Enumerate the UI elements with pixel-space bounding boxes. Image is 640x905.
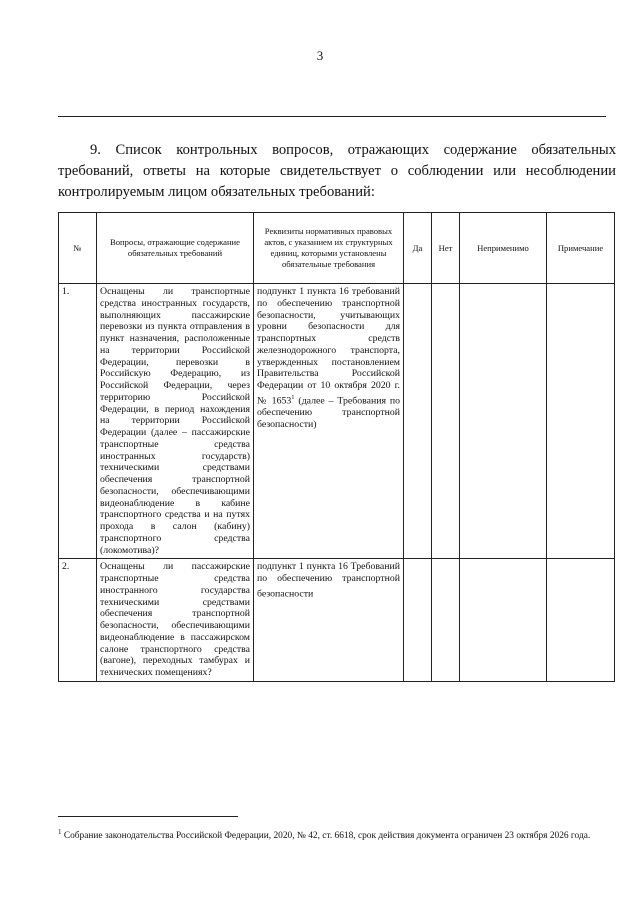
header-not-applicable: Неприменимо	[460, 213, 547, 284]
row-not-applicable-cell	[460, 284, 547, 559]
header-requisites: Реквизиты нормативных правовых актов, с указанием их структурных единиц, которыми установлены обязательные требования	[254, 213, 404, 284]
row-note-cell	[547, 284, 615, 559]
table-row	[59, 284, 615, 559]
checklist-table	[58, 212, 615, 682]
row-question: Оснащены ли транспортные средства иностранных государств, выполняющих пассажирские перевозки из пункта отправления в пункт назначения, расположенные на территории Российской Федерации, перевозки в Российскую Федерацию, из Российской Федерации, через территорию Российской Федерации, в период нахождения на территории Российской Федерации (далее – пассажирские транспортные средства иностранных государств) техническими средствами обеспечения транспортной безопасности, обеспечивающими видеонаблюдение в кабине транспортного средства и на путях прохода в салон (кабину) транспортного средства (локомотива)?	[97, 284, 254, 559]
footnote-text: Собрание законодательства Российской Федерации, 2020, № 42, ст. 6618, срок действия документа ограничен 23 октября 2026 года.	[61, 831, 591, 842]
row-number: 2.	[59, 559, 97, 682]
row-number: 1.	[59, 284, 97, 559]
header-no: Нет	[432, 213, 460, 284]
header-rule	[58, 116, 606, 117]
row-no-cell	[432, 559, 460, 682]
row-note-cell	[547, 559, 615, 682]
row-requisites	[254, 559, 404, 682]
row-yes-cell	[404, 559, 432, 682]
footnote-marker: 1	[58, 828, 62, 836]
header-yes: Да	[404, 213, 432, 284]
header-num: №	[59, 213, 97, 284]
footnote	[58, 826, 614, 842]
table-header-row	[59, 213, 615, 284]
page-number: 3	[316, 48, 324, 63]
footnote-ref: 1	[291, 393, 295, 401]
header-note: Примечание	[547, 213, 615, 284]
requisites-text: подпункт 1 пункта 16 Требований по обеспечению транспортной безопасности	[257, 561, 400, 600]
row-requisites	[254, 284, 404, 559]
table-row	[59, 559, 615, 682]
section-heading: 9. Список контрольных вопросов, отражающих содержание обязательных требований, ответы на которые свидетельствует о соблюдении или несоблюдении контролируемым лицом обязательных требований:	[58, 142, 616, 200]
row-question: Оснащены ли пассажирские транспортные средства иностранного государства техническими средствами обеспечения транспортной безопасности, обеспечивающими видеонаблюдение в пассажирском салоне транспортного средства (вагоне), переходных тамбурах и технических помещениях?	[97, 559, 254, 682]
row-yes-cell	[404, 284, 432, 559]
row-not-applicable-cell	[460, 559, 547, 682]
requisites-text-cont: (далее – Требования по обеспечению транспортной безопасности)	[257, 395, 400, 430]
row-no-cell	[432, 284, 460, 559]
footnote-rule	[58, 816, 238, 817]
requisites-text: подпункт 1 пункта 16 требований по обеспечению транспортной безопасности, учитывающих уровни безопасности для транспортных средств железнодорожного транспорта, утвержденных постановлением Правительства Российской Федерации от 10 октября 2020 г. № 1653	[257, 286, 400, 407]
header-question: Вопросы, отражающие содержание обязательных требований	[97, 213, 254, 284]
